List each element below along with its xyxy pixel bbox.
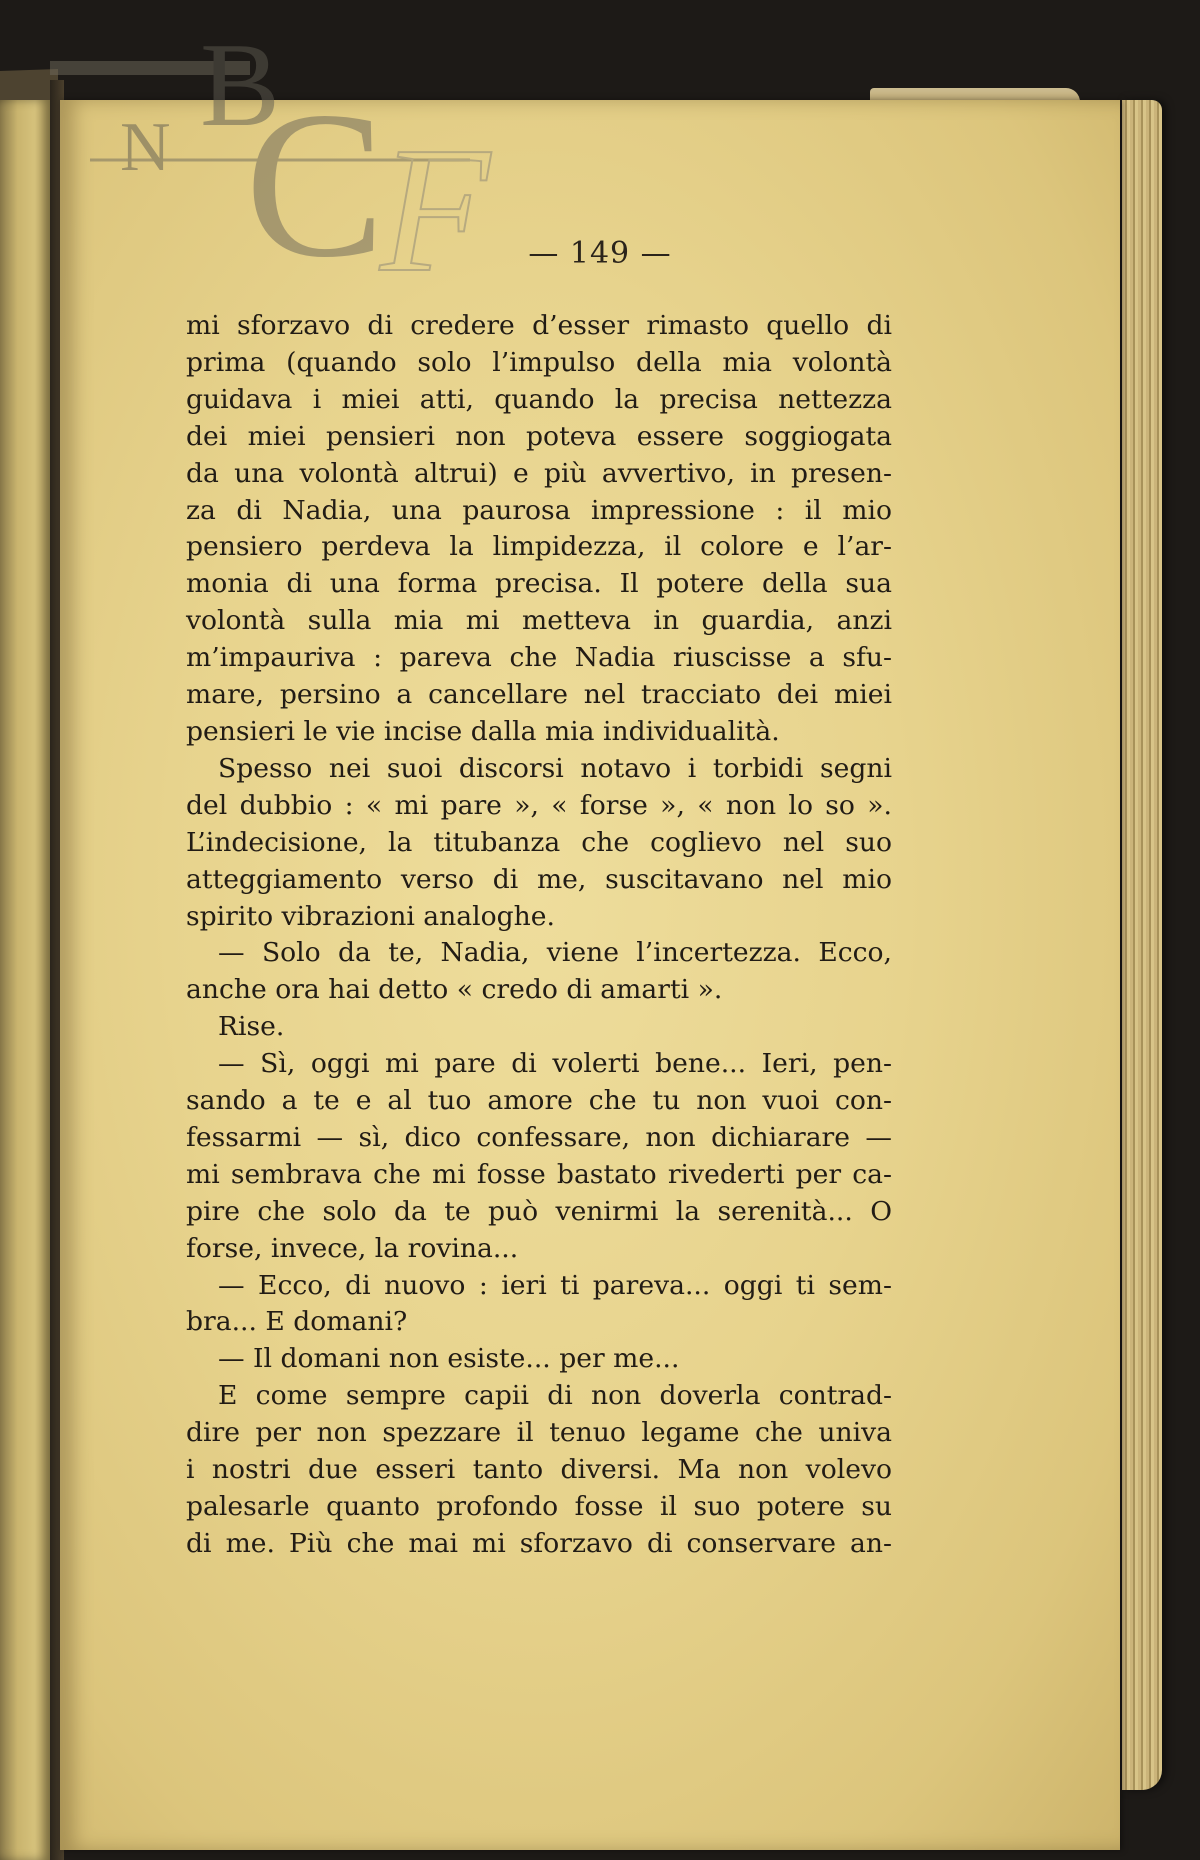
text-line: sando a te e al tuo amore che tu non vuoi con- bbox=[186, 1085, 892, 1117]
watermark-letter-f: F bbox=[380, 110, 490, 309]
text-line: del dubbio : « mi pare », « forse », « non lo so ». bbox=[186, 789, 892, 821]
page-number: — 149 — bbox=[528, 236, 672, 271]
watermark-letter-b: B bbox=[200, 18, 281, 151]
text-line: monia di una forma precisa. Il potere della sua bbox=[186, 568, 892, 600]
text-line: — Sì, oggi mi pare di volerti bene... Ieri, pen- bbox=[218, 1048, 892, 1080]
text-line: pensiero perdeva la limpidezza, il colore e l’ar- bbox=[186, 531, 892, 563]
text-line: — Ecco, di nuovo : ieri ti pareva... oggi ti sem- bbox=[218, 1269, 892, 1301]
text-line: atteggiamento verso di me, suscitavano nel mio bbox=[186, 863, 892, 895]
text-line: fessarmi — sì, dico confessare, non dichiarare — bbox=[186, 1121, 892, 1153]
text-line: mare, persino a cancellare nel tracciato dei miei bbox=[186, 679, 892, 711]
text-line: Rise. bbox=[218, 1011, 285, 1043]
page-text-body bbox=[186, 308, 892, 1563]
text-line: guidava i miei atti, quando la precisa nettezza bbox=[186, 383, 892, 415]
left-page-edge bbox=[0, 100, 50, 1860]
text-line: bra... E domani? bbox=[186, 1306, 408, 1338]
text-line: dire per non spezzare il tenuo legame che univa bbox=[186, 1417, 892, 1449]
text-line: da una volontà altrui) e più avvertivo, in presen- bbox=[186, 457, 892, 489]
text-line: dei miei pensieri non poteva essere soggiogata bbox=[186, 420, 892, 452]
watermark-letter-c: C bbox=[245, 69, 386, 301]
text-line: volontà sulla mia mi metteva in guardia, anzi bbox=[186, 605, 892, 637]
text-line: Spesso nei suoi discorsi notavo i torbidi segni bbox=[218, 752, 892, 784]
text-line: pire che solo da te può venirmi la serenità... O bbox=[186, 1195, 892, 1227]
text-line: mi sforzavo di credere d’esser rimasto quello di bbox=[186, 310, 892, 341]
text-line: — Solo da te, Nadia, viene l’incertezza. Ecco, bbox=[218, 937, 892, 969]
text-line: E come sempre capii di non doverla contrad- bbox=[218, 1380, 892, 1412]
text-line: m’impauriva : pareva che Nadia riuscisse a sfu- bbox=[186, 642, 892, 674]
text-line: di me. Più che mai mi sforzavo di conservare an- bbox=[186, 1527, 892, 1559]
text-line: forse, invece, la rovina... bbox=[186, 1232, 519, 1264]
text-line: palesarle quanto profondo fosse il suo potere su bbox=[186, 1491, 892, 1522]
text-line: mi sembrava che mi fosse bastato rivederti per ca- bbox=[186, 1158, 892, 1190]
library-watermark-logo bbox=[50, 0, 610, 320]
text-line: spirito vibrazioni analoghe. bbox=[186, 900, 555, 932]
text-line: L’indecisione, la titubanza che coglievo nel suo bbox=[186, 826, 892, 858]
watermark-letter-n: N bbox=[120, 109, 171, 186]
text-line: i nostri due esseri tanto diversi. Ma non volevo bbox=[186, 1454, 892, 1486]
text-line: anche ora hai detto « credo di amarti ». bbox=[186, 974, 723, 1006]
page-stack-edge bbox=[1122, 100, 1162, 1790]
text-line: za di Nadia, una paurosa impressione : il mio bbox=[186, 494, 892, 526]
text-line: pensieri le vie incise dalla mia individualità. bbox=[186, 715, 780, 747]
text-line: — Il domani non esiste... per me... bbox=[218, 1343, 680, 1375]
text-line: prima (quando solo l’impulso della mia volontà bbox=[186, 346, 892, 378]
